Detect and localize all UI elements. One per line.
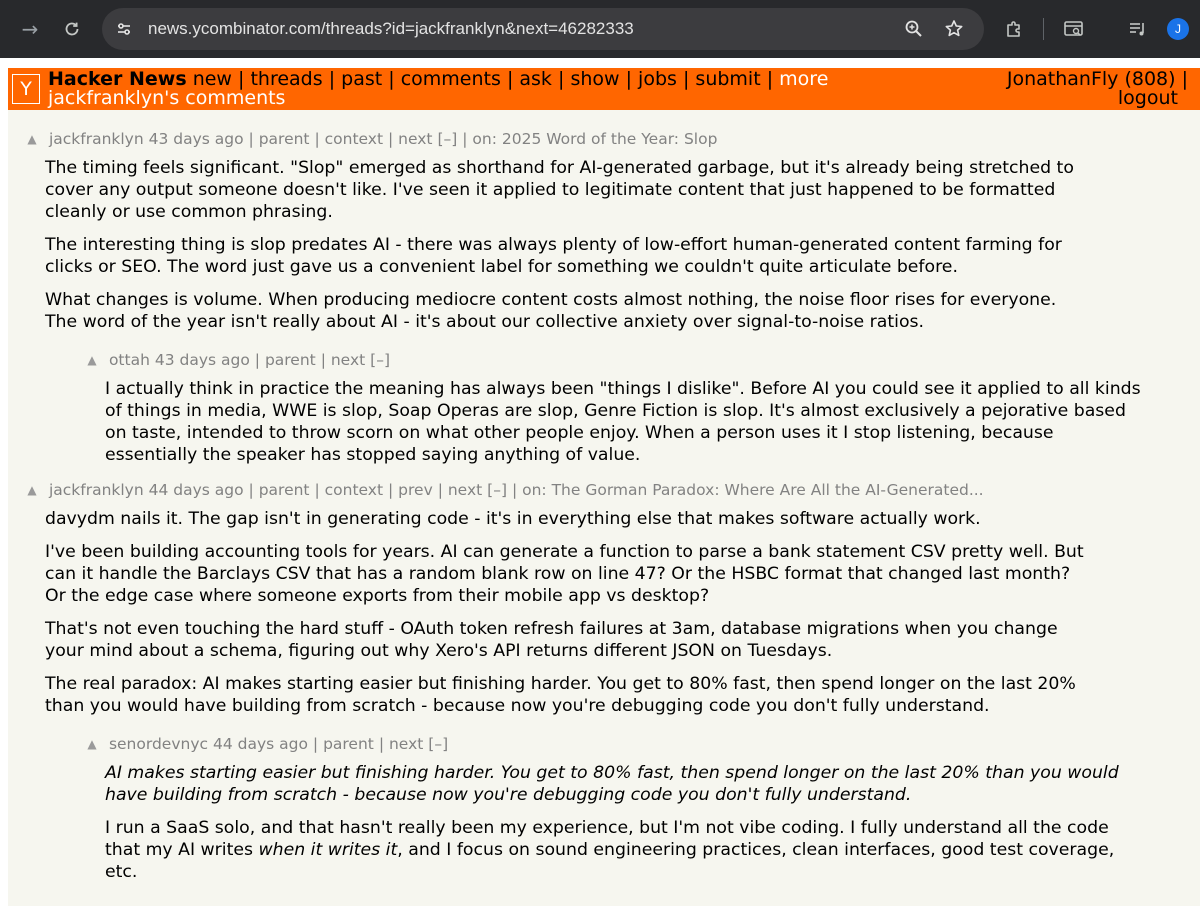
text-line: on taste, intended to throw scorn on what other people enjoy. When a person uses it I stop listening, because	[105, 423, 1054, 443]
text-line: AI makes starting easier but finishing harder. You get to 80% fast, then spend longer on the last 20% than you would	[105, 763, 1119, 783]
comment-user[interactable]: jackfranklyn	[48, 481, 144, 499]
comment-user[interactable]: ottah	[108, 351, 150, 369]
extensions-icon[interactable]	[998, 13, 1030, 45]
comment	[8, 126, 1200, 333]
comment-paragraph	[45, 157, 1200, 223]
nav-separator: |	[1181, 68, 1188, 90]
meta-separator: |	[462, 130, 468, 148]
next-link[interactable]: next	[330, 351, 366, 369]
parent-link[interactable]: parent	[258, 130, 310, 148]
nav-separator: |	[766, 68, 774, 90]
text-line: What changes is volume. When producing mediocre content costs almost nothing, the noise floor rises for everyone.	[45, 290, 1057, 310]
upvote-arrow-icon[interactable]: ▲	[27, 132, 37, 146]
address-bar[interactable]	[102, 8, 984, 50]
text-line: Or the edge case where someone exports from their mobile app vs desktop?	[45, 586, 710, 606]
nav-threads[interactable]: threads	[250, 68, 323, 90]
meta-separator: |	[320, 351, 326, 369]
comment-paragraph	[105, 378, 1200, 466]
site-title[interactable]: Hacker News	[48, 68, 187, 90]
site-info-icon[interactable]	[108, 13, 140, 45]
text-line: , and I focus on sound engineering practices, clean interfaces, good test coverage,	[397, 840, 1115, 860]
comment-paragraph	[105, 817, 1200, 883]
nav-separator: |	[625, 68, 632, 90]
nav-show[interactable]: show	[570, 68, 620, 90]
parent-link[interactable]: parent	[264, 351, 316, 369]
comment-paragraph	[45, 673, 1200, 717]
comment-user[interactable]: senordevnyc	[108, 735, 209, 753]
comment-list	[8, 126, 1200, 894]
browser-toolbar	[0, 0, 1200, 58]
comment-text	[45, 508, 1200, 717]
emphasis-text: when it writes it	[258, 840, 398, 860]
nav-submit[interactable]: submit	[695, 68, 761, 90]
context-link[interactable]: context	[324, 481, 384, 499]
text-line: The interesting thing is slop predates AI - there was always plenty of low-effort human-generated content farming for	[45, 235, 1062, 255]
hn-header	[8, 68, 1200, 110]
reload-icon[interactable]	[56, 13, 88, 45]
comment-header	[20, 477, 1200, 503]
collapse-toggle[interactable]: [–]	[428, 735, 449, 753]
page-label: jackfranklyn's comments	[48, 87, 286, 109]
hn-logo[interactable]: Y	[12, 74, 40, 104]
comment-paragraph	[45, 541, 1200, 607]
upvote-arrow-icon[interactable]: ▲	[27, 483, 37, 497]
nav-jobs[interactable]: jobs	[638, 68, 677, 90]
comment-text	[45, 157, 1200, 333]
text-line: cleanly or use common phrasing.	[45, 202, 333, 222]
nav-comments[interactable]: comments	[400, 68, 501, 90]
nav-past[interactable]: past	[341, 68, 383, 90]
text-line: your mind about a schema, figuring out why Xero's API returns different JSON on Tuesdays.	[45, 641, 833, 661]
nav-separator: |	[238, 68, 245, 90]
toolbar-divider	[1043, 18, 1044, 40]
forward-icon[interactable]: →	[21, 17, 39, 41]
parent-link[interactable]: parent	[323, 735, 374, 753]
nav-separator: |	[506, 68, 514, 90]
upvote-arrow-icon[interactable]: ▲	[87, 737, 97, 751]
meta-separator: |	[254, 351, 260, 369]
comment-header	[80, 347, 1200, 373]
zoom-icon[interactable]	[898, 13, 930, 45]
collapse-toggle[interactable]: [–]	[370, 351, 390, 369]
quoted-paragraph	[105, 762, 1200, 806]
story-link[interactable]: 2025 Word of the Year: Slop	[501, 130, 718, 148]
comment-text	[105, 762, 1200, 883]
meta-separator: |	[387, 481, 394, 499]
text-line: I actually think in practice the meaning has always been "things I dislike". Before AI you could see it applied to all kinds	[105, 379, 1141, 399]
comment-paragraph	[45, 289, 1200, 333]
meta-separator: |	[378, 735, 385, 753]
nav-more[interactable]: more	[779, 68, 829, 90]
comment-age[interactable]: 43 days ago	[154, 351, 250, 369]
comment-header	[80, 731, 1200, 757]
next-link[interactable]: next	[447, 481, 483, 499]
comment-user[interactable]: jackfranklyn	[48, 130, 144, 148]
username-link[interactable]: JonathanFly	[1006, 68, 1119, 90]
text-line: have building from scratch - because now you're debugging code you don't fully understand.	[105, 785, 912, 805]
text-line: That's not even touching the hard stuff - OAuth token refresh failures at 3am, database migrations when you change	[45, 619, 1058, 639]
karma: (808)	[1124, 68, 1176, 90]
meta-separator: |	[314, 130, 320, 148]
nav-new[interactable]: new	[192, 68, 232, 90]
meta-separator: |	[248, 130, 254, 148]
context-link[interactable]: context	[324, 130, 384, 148]
parent-link[interactable]: parent	[258, 481, 310, 499]
text-line: The word of the year isn't really about AI - it's about our collective anxiety over signal-to-noise ratios.	[45, 312, 925, 332]
meta-separator: |	[248, 481, 254, 499]
tab-search-icon[interactable]	[1058, 13, 1090, 45]
comment-age[interactable]: 44 days ago	[148, 481, 244, 499]
reading-list-icon[interactable]	[1122, 13, 1154, 45]
nav-separator: |	[557, 68, 565, 90]
meta-separator: |	[437, 481, 443, 499]
upvote-arrow-icon[interactable]: ▲	[87, 353, 97, 367]
comment-paragraph	[45, 618, 1200, 662]
meta-separator: |	[314, 481, 320, 499]
text-line: cover any output someone doesn't like. I've seen it applied to legitimate content that just happened to be formatted	[45, 180, 1056, 200]
text-line: The timing feels significant. "Slop" emerged as shorthand for AI-generated garbage, but it's already being stretched to	[45, 158, 1074, 178]
text-line: The real paradox: AI makes starting easier but finishing harder. You get to 80% fast, then spend longer on the last 20%	[45, 674, 1076, 694]
text-line: that my AI writes	[105, 840, 259, 860]
prev-link[interactable]: prev	[398, 481, 433, 499]
comment-header	[20, 126, 1200, 152]
comment	[8, 477, 1200, 717]
meta-separator: |	[312, 735, 319, 753]
text-line: I run a SaaS solo, and that hasn't really been my experience, but I'm not vibe coding. I fully understand all the code	[105, 818, 1109, 838]
logout-link[interactable]: logout	[1117, 87, 1178, 109]
profile-avatar[interactable]: J	[1167, 18, 1189, 40]
text-line: can it handle the Barclays CSV that has a random blank row on line 47? Or the HSBC format that changed last month?	[45, 564, 1071, 584]
next-link[interactable]: next	[398, 130, 433, 148]
nav-separator: |	[388, 68, 395, 90]
comment-age[interactable]: 44 days ago	[212, 735, 308, 753]
nav-separator: |	[682, 68, 690, 90]
comment-paragraph	[45, 234, 1200, 278]
collapse-toggle[interactable]: [–]	[487, 481, 507, 499]
meta-separator: |	[511, 481, 518, 499]
text-line: clicks or SEO. The word just gave us a convenient label for something we couldn't quite articulate before.	[45, 257, 958, 277]
comment-age[interactable]: 43 days ago	[148, 130, 244, 148]
meta-separator: |	[387, 130, 394, 148]
on-label: on:	[472, 130, 497, 148]
comment-reply	[8, 731, 1200, 883]
nav-ask[interactable]: ask	[519, 68, 552, 90]
hn-page	[8, 68, 1200, 906]
text-line: of things in media, WWE is slop, Soap Operas are slop, Genre Fiction is slop. It's almost exclusively a pejorative based	[105, 401, 1126, 421]
text-line: I've been building accounting tools for years. AI can generate a function to parse a bank statement CSV pretty well. But	[45, 542, 1084, 562]
on-label: on:	[522, 481, 547, 499]
text-line: davydm nails it. The gap isn't in generating code - it's in everything else that makes software actually work.	[45, 509, 981, 529]
comment-reply	[8, 347, 1200, 466]
url-text[interactable]: news.ycombinator.com/threads?id=jackfranklyn&next=46282333	[148, 19, 634, 38]
story-link[interactable]: The Gorman Paradox: Where Are All the AI-Generated...	[551, 481, 984, 499]
comment-text	[105, 378, 1200, 466]
next-link[interactable]: next	[388, 735, 424, 753]
text-line: etc.	[105, 862, 138, 882]
nav-separator: |	[328, 68, 336, 90]
comment-paragraph	[45, 508, 1200, 530]
collapse-toggle[interactable]: [–]	[437, 130, 458, 148]
text-line: than you would have building from scratch - because now you're debugging code you don't fully understand.	[45, 696, 990, 716]
text-line: essentially the speaker has stopped saying anything of value.	[105, 445, 641, 465]
bookmark-star-icon[interactable]	[938, 13, 970, 45]
